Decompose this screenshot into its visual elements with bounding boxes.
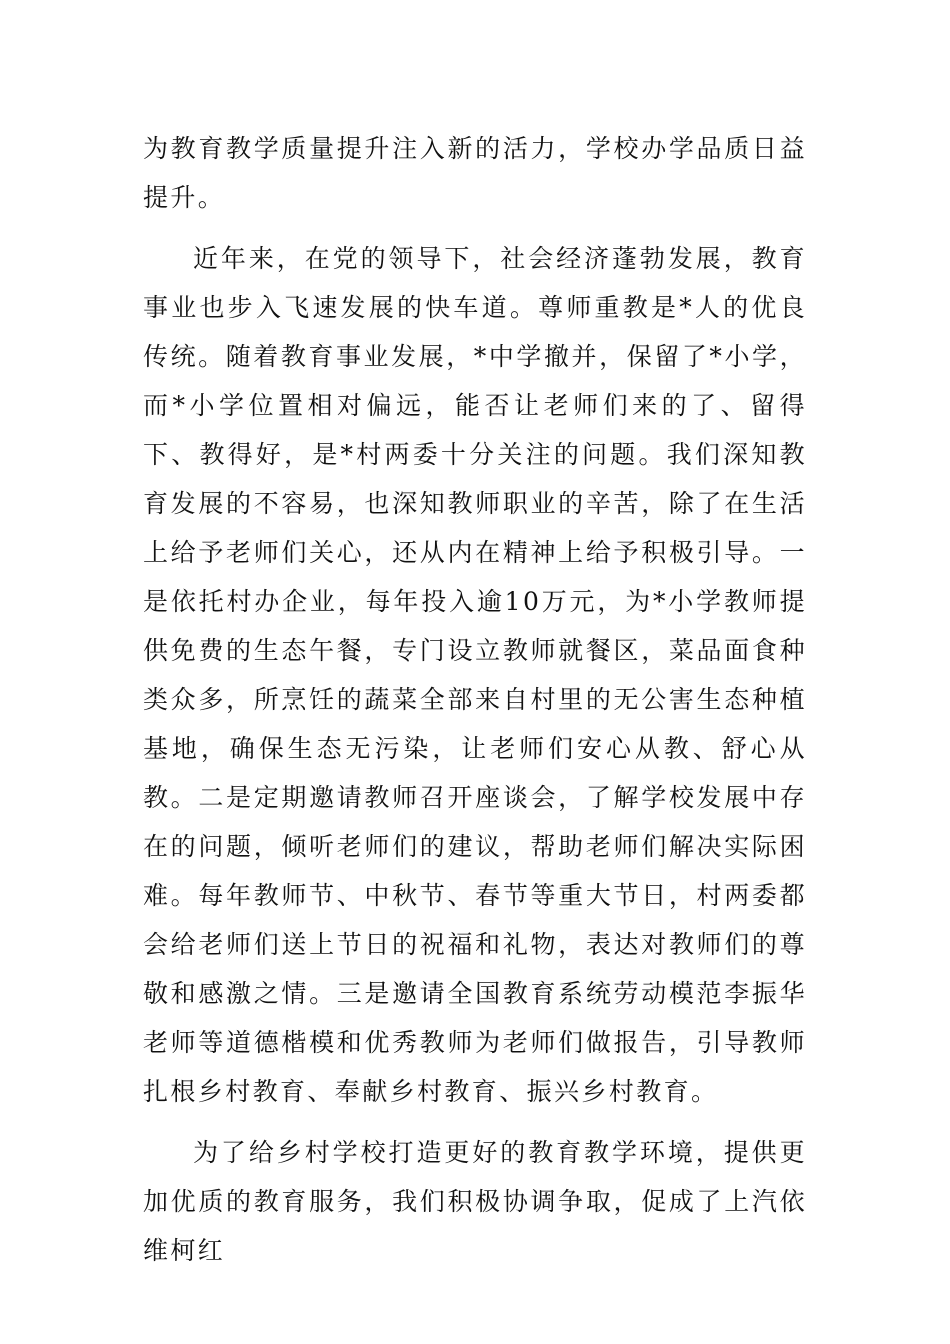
paragraph-school-environment: 为了给乡村学校打造更好的教育教学环境，提供更加优质的教育服务，我们积极协调争取，促成了上汽依维柯红 (143, 1138, 807, 1265)
paragraph-continuation: 为教育教学质量提升注入新的活力，学校办学品质日益提升。 (143, 134, 807, 212)
paragraph-teacher-support: 近年来，在党的领导下，社会经济蓬勃发展，教育事业也步入飞速发展的快车道。尊师重教是*人的优良传统。随着教育事业发展，*中学撤并，保留了*小学，而*小学位置相对偏远，能否让老师们来的了、留得下、教得好，是*村两委十分关注的问题。我们深知教育发展的不容易，也深知教师职业的辛苦，除了在生活上给予老师们关心，还从内在精神上给予积极引导。一是依托村办企业，每年投入逾10万元，为*小学教师提供免费的生态午餐，专门设立教师就餐区，菜品面食种类众多，所烹饪的蔬菜全部来自村里的无公害生态种植基地，确保生态无污染，让老师们安心从教、舒心从教。二是定期邀请教师召开座谈会，了解学校发展中存在的问题，倾听老师们的建议，帮助老师们解决实际困难。每年教师节、中秋节、春节等重大节日，村两委都会给老师们送上节日的祝福和礼物，表达对教师们的尊敬和感激之情。三是邀请全国教育系统劳动模范李振华老师等道德楷模和优秀教师为老师们做报告，引导教师扎根乡村教育、奉献乡村教育、振兴乡村教育。 (143, 244, 807, 1106)
document-body (143, 124, 807, 1275)
